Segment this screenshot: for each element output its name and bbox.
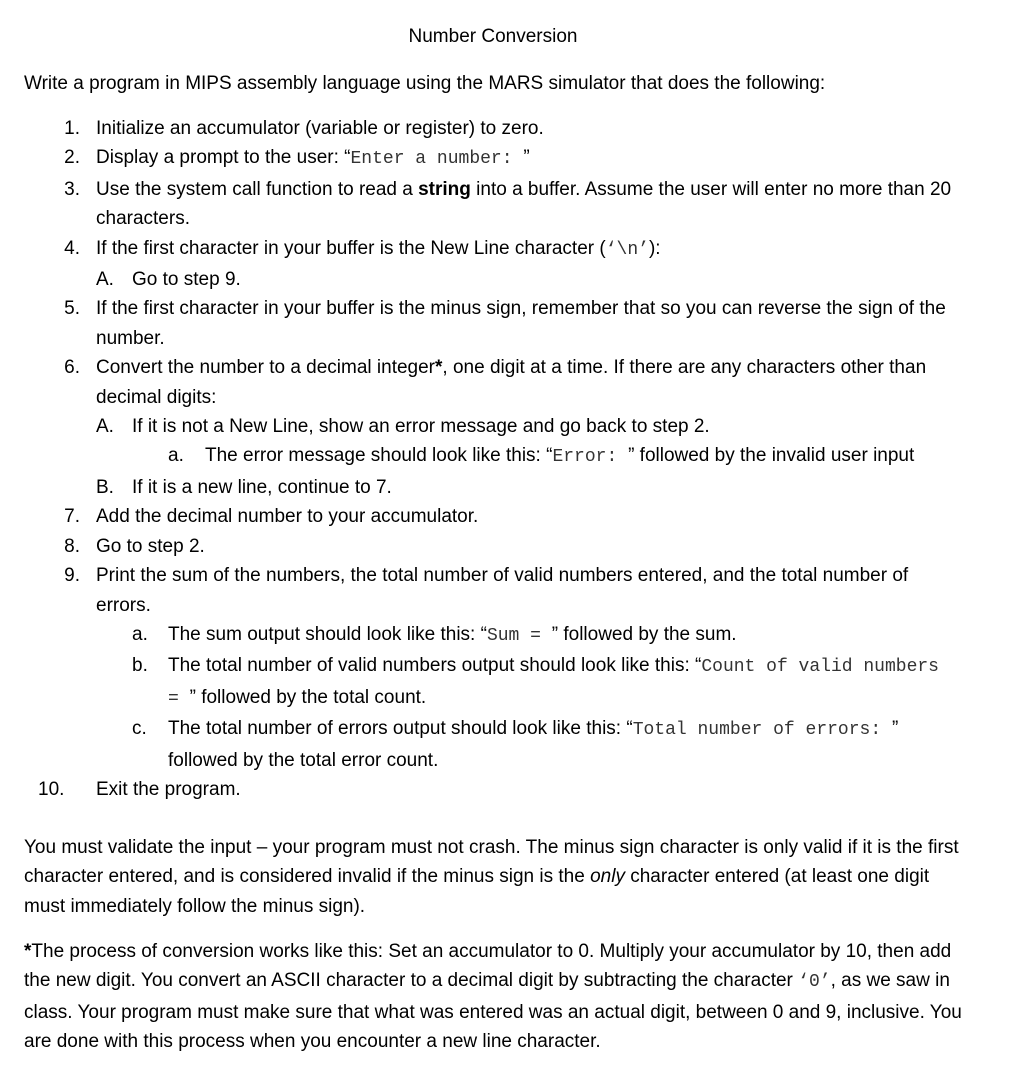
zero-char-code: ‘0’ [798, 972, 831, 993]
page-title: Number Conversion [408, 26, 578, 47]
validation-paragraph: You must validate the input – your program must not crash. The minus sign character is only valid if it is the first character entered, and is considered invalid if the minus sign is the only character entered (at least one digit must immediately follow the minus sign). [24, 837, 959, 917]
sum-code: Sum = [486, 625, 552, 646]
step-6-B: B. If it is a new line, continue to 7. [96, 476, 392, 498]
step-9: 9. Print the sum of the numbers, the total number of valid numbers entered, and the total number of errors. [64, 565, 909, 616]
error-code: Error: [552, 447, 629, 468]
step-4: 4. If the first character in your buffer is the New Line character (‘\n’): [64, 237, 661, 260]
step-9-c: c. The total number of errors output should look like this: “Total number of errors: ” followed by the total error count. [132, 718, 899, 771]
steps-list [0, 114, 1010, 804]
intro-text: Write a program in MIPS assembly language using the MARS simulator that does the following: [24, 73, 826, 94]
step-7: 7. Add the decimal number to your accumulator. [64, 506, 479, 528]
step-9-a: a. The sum output should look like this: “Sum = ” followed by the sum. [132, 623, 737, 646]
step-1: 1. Initialize an accumulator (variable or register) to zero. [64, 118, 544, 139]
step-6: 6. Convert the number to a decimal integer*, one digit at a time. If there are any characters other than decimal digits: [64, 357, 927, 408]
step-8: 8. Go to step 2. [64, 535, 205, 557]
step-3: 3. Use the system call function to read a string into a buffer. Assume the user will enter no more than 20 characters. [64, 178, 952, 230]
errors-code: Total number of errors: [632, 720, 892, 741]
newline-code: ‘\n’ [605, 239, 649, 260]
prompt-code: Enter a number: [350, 149, 524, 170]
step-9-b: b. The total number of valid numbers output should look like this: “Count of valid numbers = ” followed by the total count. [132, 655, 939, 709]
step-6-A-a: a. The error message should look like this: “Error: ” followed by the invalid user input [168, 445, 915, 468]
step-5: 5. If the first character in your buffer is the minus sign, remember that so you can reverse the sign of the number. [64, 298, 946, 349]
count-code: Count of valid numbers = [168, 657, 939, 709]
conversion-footnote: *The process of conversion works like this: Set an accumulator to 0. Multiply your accumulator by 10, then add the new digit. You convert an ASCII character to a decimal digit by subtracting the character ‘0’, as we saw in class. Your program must make sure that what was entered was an actual digit, between 0 and 9, inclusive. You are done with this process when you encounter a new line character. [24, 941, 962, 1053]
step-2: 2. Display a prompt to the user: “Enter a number: ” [64, 147, 530, 170]
step-4-a: A. Go to step 9. [96, 269, 241, 291]
step-10: 10. Exit the program. [38, 778, 241, 800]
step-6-A: A. If it is not a New Line, show an error message and go back to step 2. [96, 416, 710, 438]
